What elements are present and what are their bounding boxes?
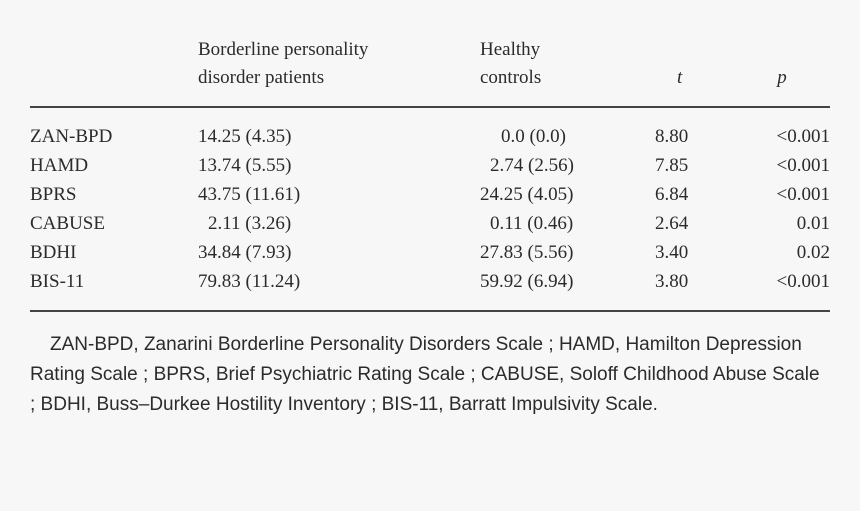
- cell-p: 0.02: [796, 242, 830, 263]
- cell-t: 3.80: [655, 271, 689, 292]
- header-bpd-line1: Borderline personality: [198, 39, 369, 60]
- cell-bpd: 2.11 (3.26): [208, 213, 292, 234]
- cell-bpd: 13.74 (5.55): [198, 155, 292, 176]
- table-row: [30, 107, 830, 151]
- cell-measure: BDHI: [30, 242, 77, 263]
- header-t: t: [614, 36, 734, 107]
- header-healthy-controls: [480, 36, 614, 107]
- cell-measure: BIS-11: [30, 271, 85, 292]
- table-row: [30, 209, 830, 238]
- cell-t: 3.40: [655, 242, 689, 263]
- cell-bpd: 34.84 (7.93): [198, 242, 292, 263]
- results-table: [30, 36, 830, 312]
- table-row: [30, 267, 830, 311]
- header-hc-line2: controls: [480, 67, 542, 88]
- cell-hc: 0.11 (0.46): [490, 213, 574, 234]
- table-footnote: ZAN-BPD, Zanarini Borderline Personality Disorders Scale ; HAMD, Hamilton Depression Rating Scale ; BPRS, Brief Psychiatric Rating Scale ; CABUSE, Soloff Childhood Abuse Scale ; BDHI, Buss–Durkee Hostility Inventory ; BIS-11, Barratt Impulsivity Scale.: [30, 334, 820, 415]
- cell-p: <0.001: [776, 155, 830, 176]
- table-row: [30, 151, 830, 180]
- header-measure: [30, 36, 198, 107]
- cell-bpd: 14.25 (4.35): [198, 126, 292, 147]
- table-header: [30, 36, 830, 107]
- cell-measure: BPRS: [30, 184, 77, 205]
- cell-p: 0.01: [796, 213, 830, 234]
- cell-bpd: 43.75 (11.61): [198, 184, 301, 205]
- cell-t: 6.84: [655, 184, 689, 205]
- cell-hc: 59.92 (6.94): [480, 271, 574, 292]
- cell-hc: 24.25 (4.05): [480, 184, 574, 205]
- cell-bpd: 79.83 (11.24): [198, 271, 301, 292]
- cell-t: 8.80: [655, 126, 689, 147]
- table-row: [30, 180, 830, 209]
- header-p: p: [734, 36, 830, 107]
- header-bpd-line2: disorder patients: [198, 67, 325, 88]
- header-hc-line1: Healthy: [480, 39, 541, 60]
- header-bpd-patients: [198, 36, 480, 107]
- results-table-container: [30, 36, 830, 312]
- table-body: [30, 107, 830, 311]
- cell-p: <0.001: [776, 271, 830, 292]
- cell-measure: ZAN-BPD: [30, 126, 113, 147]
- cell-p: <0.001: [776, 126, 830, 147]
- cell-measure: HAMD: [30, 155, 89, 176]
- header-row: [30, 36, 830, 107]
- cell-hc: 2.74 (2.56): [490, 155, 574, 176]
- cell-p: <0.001: [776, 184, 830, 205]
- cell-t: 7.85: [655, 155, 689, 176]
- cell-measure: CABUSE: [30, 213, 105, 234]
- table-row: [30, 238, 830, 267]
- cell-t: 2.64: [655, 213, 689, 234]
- cell-hc: 0.0 (0.0): [501, 126, 566, 147]
- cell-hc: 27.83 (5.56): [480, 242, 574, 263]
